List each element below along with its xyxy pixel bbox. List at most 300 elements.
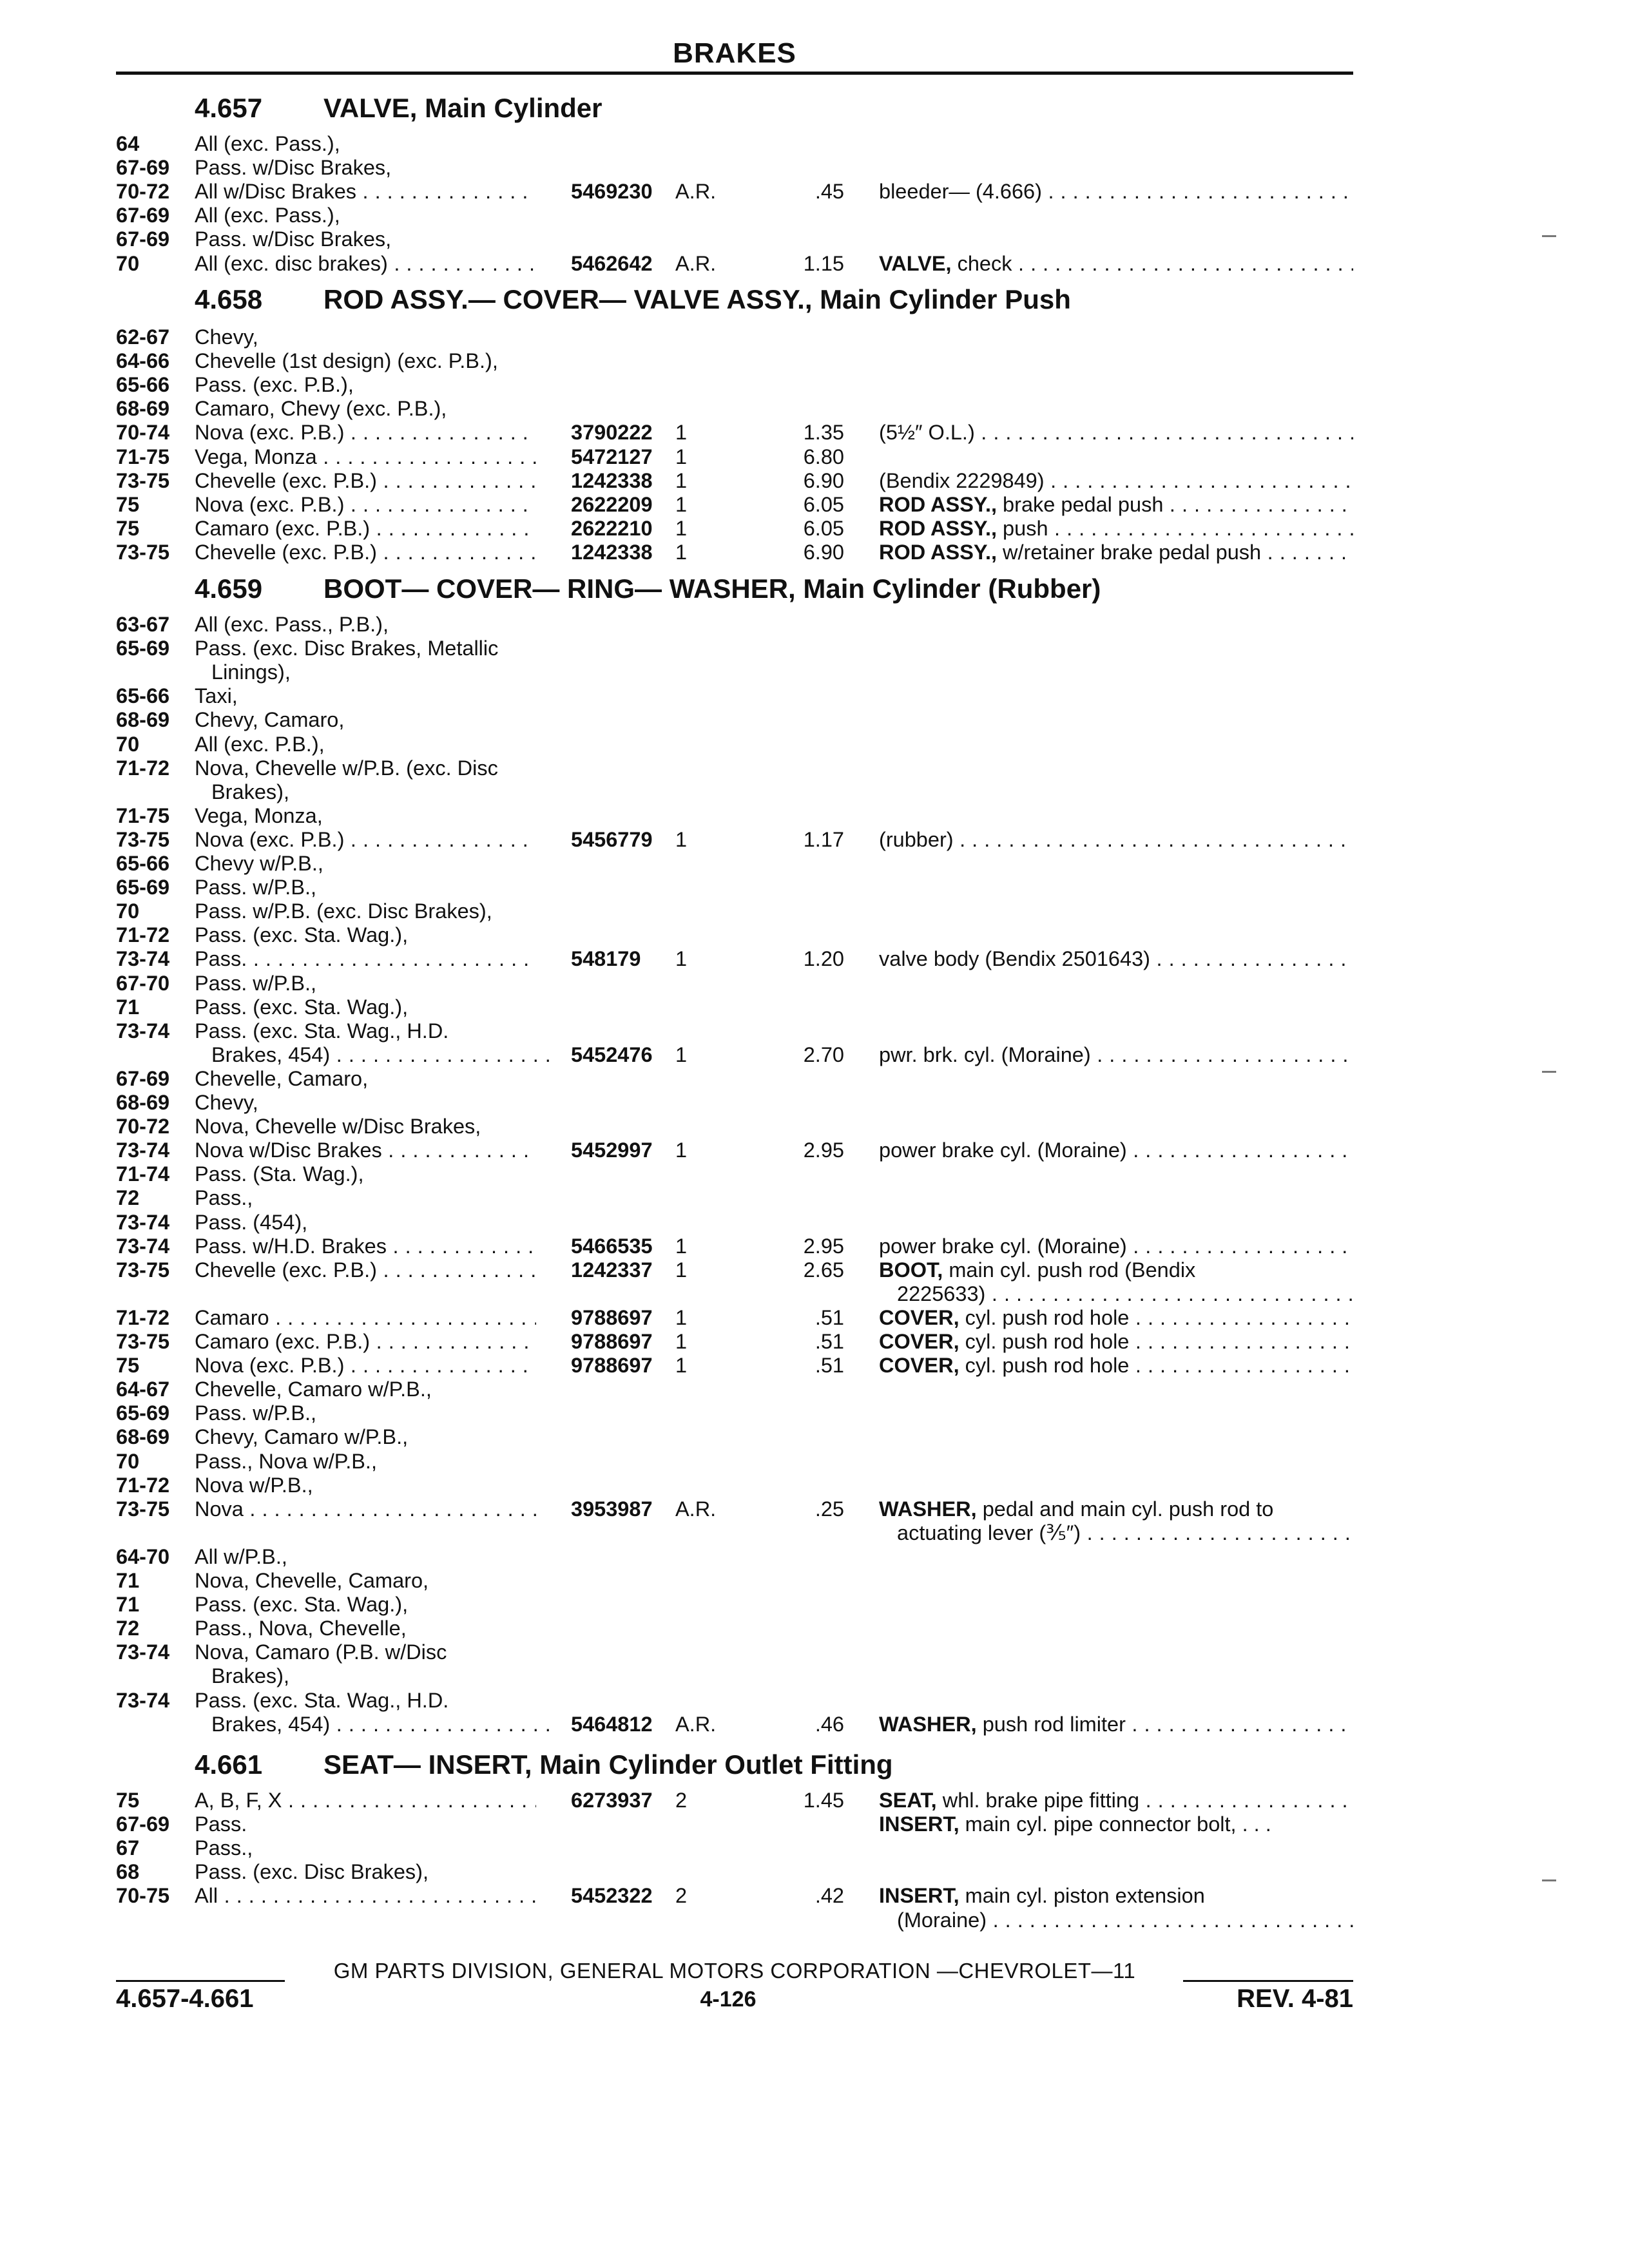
part-number: 1242338 bbox=[571, 541, 653, 564]
parts-row bbox=[0, 1860, 1353, 1884]
description-text: (Moraine) bbox=[897, 1908, 987, 1932]
parts-row bbox=[0, 349, 1353, 373]
application bbox=[195, 1789, 536, 1812]
description bbox=[879, 1497, 1353, 1521]
model-years: 70 bbox=[116, 733, 140, 756]
application bbox=[195, 852, 536, 876]
section-heading bbox=[195, 1749, 893, 1780]
application bbox=[211, 660, 553, 684]
parts-row bbox=[0, 637, 1353, 660]
quantity: 1 bbox=[675, 1043, 688, 1066]
parts-row bbox=[0, 613, 1353, 637]
application-text: Nova, Chevelle, Camaro, bbox=[195, 1569, 429, 1592]
model-years: 75 bbox=[116, 1354, 140, 1377]
application bbox=[195, 899, 536, 923]
footer-rule-right bbox=[1183, 1980, 1353, 1982]
description bbox=[879, 1235, 1353, 1258]
quantity: A.R. bbox=[675, 1497, 717, 1521]
part-number: 5466535 bbox=[571, 1235, 653, 1258]
model-years: 68-69 bbox=[116, 397, 170, 420]
part-number: 5452997 bbox=[571, 1139, 653, 1162]
description-keyword: COVER, bbox=[879, 1306, 959, 1329]
parts-row bbox=[0, 325, 1353, 349]
application bbox=[195, 1186, 536, 1210]
application bbox=[195, 972, 536, 995]
application-text: A, B, F, X bbox=[195, 1789, 282, 1812]
model-years: 73-75 bbox=[116, 1330, 170, 1353]
application-text: All bbox=[195, 1884, 218, 1907]
application bbox=[195, 804, 536, 828]
parts-row bbox=[0, 1497, 1353, 1521]
list-price: .46 bbox=[815, 1713, 844, 1736]
application bbox=[195, 1354, 536, 1378]
description bbox=[897, 1282, 1353, 1306]
list-price: .45 bbox=[815, 180, 844, 203]
list-price: 6.80 bbox=[803, 445, 844, 468]
part-number: 2622209 bbox=[571, 493, 653, 516]
description bbox=[879, 541, 1353, 564]
parts-row bbox=[0, 852, 1353, 876]
description-keyword: WASHER, bbox=[879, 1713, 977, 1736]
application-text: Chevelle, Camaro, bbox=[195, 1067, 369, 1090]
application-text: Pass. w/Disc Brakes, bbox=[195, 227, 392, 251]
application-text: Camaro (exc. P.B.) bbox=[195, 1330, 371, 1353]
list-price: 6.05 bbox=[803, 517, 844, 540]
application bbox=[195, 180, 536, 204]
application bbox=[195, 469, 536, 493]
model-years: 71 bbox=[116, 1569, 140, 1592]
parts-row bbox=[0, 1789, 1353, 1812]
description-keyword: WASHER, bbox=[879, 1497, 977, 1521]
description-text: 2225633) bbox=[897, 1282, 986, 1305]
description bbox=[879, 1258, 1353, 1282]
description-text: main cyl. pipe connector bolt, bbox=[965, 1812, 1237, 1836]
application-text: Chevelle (exc. P.B.) bbox=[195, 541, 377, 564]
application bbox=[195, 923, 536, 947]
application bbox=[211, 1713, 553, 1736]
parts-row bbox=[0, 204, 1353, 227]
model-years: 73-75 bbox=[116, 541, 170, 564]
quantity: A.R. bbox=[675, 1713, 717, 1736]
part-number: 5452322 bbox=[571, 1884, 653, 1907]
application bbox=[195, 1593, 536, 1617]
parts-row bbox=[0, 1067, 1353, 1091]
application-text: Pass., bbox=[195, 1836, 253, 1860]
list-price: 2.65 bbox=[803, 1258, 844, 1282]
model-years: 71 bbox=[116, 995, 140, 1019]
list-price: 6.90 bbox=[803, 541, 844, 564]
description-keyword: ROD ASSY., bbox=[879, 541, 998, 564]
part-number: 9788697 bbox=[571, 1306, 653, 1329]
parts-row bbox=[0, 1474, 1353, 1497]
description bbox=[879, 1713, 1353, 1736]
part-number: 548179 bbox=[571, 947, 641, 970]
model-years: 62-67 bbox=[116, 325, 170, 349]
description-keyword: BOOT, bbox=[879, 1258, 943, 1282]
model-years: 71-75 bbox=[116, 445, 170, 468]
model-years: 73-74 bbox=[116, 947, 170, 970]
quantity: 2 bbox=[675, 1789, 688, 1812]
application bbox=[195, 1497, 536, 1521]
application bbox=[195, 1617, 536, 1640]
quantity: 1 bbox=[675, 517, 688, 540]
application bbox=[195, 1569, 536, 1593]
section-title: ROD ASSY.— COVER— VALVE ASSY., Main Cylinder Push bbox=[323, 284, 1071, 314]
model-years: 70-72 bbox=[116, 180, 170, 203]
description bbox=[879, 469, 1353, 493]
application bbox=[195, 1836, 536, 1860]
footer-division: GM PARTS DIVISION, GENERAL MOTORS CORPORATION —CHEVROLET—11 bbox=[333, 1959, 1136, 1983]
quantity: 1 bbox=[675, 445, 688, 468]
list-price: .25 bbox=[815, 1497, 844, 1521]
application-text: Pass. (exc. Sta. Wag., H.D. bbox=[195, 1689, 449, 1712]
application-text: Vega, Monza, bbox=[195, 804, 323, 827]
description-text: cyl. push rod hole bbox=[965, 1330, 1130, 1353]
part-number: 1242338 bbox=[571, 469, 653, 492]
description bbox=[879, 1812, 1353, 1836]
model-years: 73-75 bbox=[116, 1497, 170, 1521]
application-text: Pass. (exc. Sta. Wag., H.D. bbox=[195, 1019, 449, 1043]
list-price: 1.17 bbox=[803, 828, 844, 851]
model-years: 65-69 bbox=[116, 876, 170, 899]
model-years: 75 bbox=[116, 1789, 140, 1812]
application bbox=[195, 1474, 536, 1497]
quantity: 1 bbox=[675, 1306, 688, 1329]
application-text: Pass., bbox=[195, 1186, 253, 1209]
description bbox=[879, 1884, 1353, 1908]
description-text: power brake cyl. (Moraine) bbox=[879, 1235, 1127, 1258]
list-price: .51 bbox=[815, 1354, 844, 1377]
model-years: 73-75 bbox=[116, 469, 170, 492]
list-price: 6.05 bbox=[803, 493, 844, 516]
application bbox=[195, 132, 536, 156]
parts-row bbox=[0, 1019, 1353, 1043]
model-years: 73-74 bbox=[116, 1235, 170, 1258]
section-title: VALVE, Main Cylinder bbox=[323, 93, 602, 123]
application-text: All w/Disc Brakes bbox=[195, 180, 357, 203]
model-years: 67 bbox=[116, 1836, 140, 1860]
parts-row bbox=[0, 923, 1353, 947]
model-years: 67-69 bbox=[116, 1067, 170, 1090]
parts-row bbox=[0, 780, 1353, 804]
parts-row bbox=[0, 1836, 1353, 1860]
application bbox=[195, 1091, 536, 1115]
part-number: 5464812 bbox=[571, 1713, 653, 1736]
application-text: Pass., Nova w/P.B., bbox=[195, 1450, 377, 1473]
model-years: 68-69 bbox=[116, 1425, 170, 1448]
model-years: 71-72 bbox=[116, 1306, 170, 1329]
parts-row bbox=[0, 397, 1353, 421]
application bbox=[195, 541, 536, 564]
description-text: pedal and main cyl. push rod to bbox=[982, 1497, 1274, 1521]
application bbox=[195, 1689, 536, 1713]
application-text: Pass. (454), bbox=[195, 1211, 308, 1234]
parts-row bbox=[0, 899, 1353, 923]
parts-row bbox=[0, 660, 1353, 684]
model-years: 63-67 bbox=[116, 613, 170, 636]
parts-row bbox=[0, 1043, 1353, 1067]
application-text: Vega, Monza bbox=[195, 445, 317, 468]
application-text: All (exc. Pass., P.B.), bbox=[195, 613, 389, 636]
application-text: Nova (exc. P.B.) bbox=[195, 421, 345, 444]
page-title: BRAKES bbox=[673, 37, 796, 69]
parts-row bbox=[0, 1593, 1353, 1617]
model-years: 73-75 bbox=[116, 828, 170, 851]
model-years: 65-66 bbox=[116, 684, 170, 707]
application bbox=[195, 1812, 536, 1836]
application bbox=[195, 684, 536, 708]
parts-row bbox=[0, 445, 1353, 469]
model-years: 70 bbox=[116, 1450, 140, 1473]
application-text: Taxi, bbox=[195, 684, 238, 707]
application bbox=[195, 1860, 536, 1884]
application-text: Chevelle (1st design) (exc. P.B.), bbox=[195, 349, 498, 372]
description-keyword: COVER, bbox=[879, 1330, 959, 1353]
application-text: Nova, Camaro (P.B. w/Disc bbox=[195, 1640, 447, 1664]
part-number: 2622210 bbox=[571, 517, 653, 540]
application-text: All (exc. disc brakes) bbox=[195, 252, 388, 275]
list-price: 6.90 bbox=[803, 469, 844, 492]
model-years: 64 bbox=[116, 132, 140, 155]
description-text: push rod limiter bbox=[982, 1713, 1126, 1736]
application bbox=[195, 252, 536, 276]
parts-row bbox=[0, 1139, 1353, 1162]
application bbox=[195, 445, 536, 469]
model-years: 65-69 bbox=[116, 1401, 170, 1425]
application bbox=[195, 349, 536, 373]
quantity: 1 bbox=[675, 1330, 688, 1353]
list-price: .51 bbox=[815, 1330, 844, 1353]
quantity: 1 bbox=[675, 493, 688, 516]
application bbox=[195, 828, 536, 852]
parts-row bbox=[0, 1091, 1353, 1115]
model-years: 73-74 bbox=[116, 1689, 170, 1712]
description-text: brake pedal push bbox=[1003, 493, 1164, 516]
description bbox=[879, 180, 1353, 204]
parts-row bbox=[0, 972, 1353, 995]
application-text: Nova, Chevelle w/Disc Brakes, bbox=[195, 1115, 481, 1138]
margin-mark bbox=[1542, 1879, 1556, 1881]
application bbox=[195, 227, 536, 251]
parts-row bbox=[0, 1569, 1353, 1593]
section-heading bbox=[195, 284, 1071, 315]
application bbox=[195, 1258, 536, 1282]
parts-row bbox=[0, 1521, 1353, 1545]
application bbox=[195, 947, 536, 971]
parts-row bbox=[0, 132, 1353, 156]
description-tail: . . . bbox=[1242, 1812, 1271, 1836]
parts-row bbox=[0, 828, 1353, 852]
application bbox=[195, 1425, 536, 1449]
part-number: 5472127 bbox=[571, 445, 653, 468]
parts-row bbox=[0, 1884, 1353, 1908]
parts-row bbox=[0, 1812, 1353, 1836]
parts-row bbox=[0, 1617, 1353, 1640]
list-price: 2.70 bbox=[803, 1043, 844, 1066]
application bbox=[195, 397, 536, 421]
model-years: 72 bbox=[116, 1617, 140, 1640]
application-text: Pass. w/Disc Brakes, bbox=[195, 156, 392, 179]
application-text: Nova (exc. P.B.) bbox=[195, 1354, 345, 1377]
application bbox=[195, 708, 536, 732]
parts-row bbox=[0, 1545, 1353, 1569]
description-text: valve body (Bendix 2501643) bbox=[879, 947, 1150, 970]
section-number: 4.661 bbox=[195, 1749, 263, 1780]
model-years: 67-69 bbox=[116, 156, 170, 179]
application-text: All (exc. Pass.), bbox=[195, 132, 340, 155]
parts-row bbox=[0, 541, 1353, 564]
application bbox=[195, 1115, 536, 1139]
application-text: Brakes), bbox=[211, 1664, 290, 1687]
application-text: Nova, Chevelle w/P.B. (exc. Disc bbox=[195, 756, 498, 780]
application bbox=[195, 1884, 536, 1908]
application bbox=[195, 1235, 536, 1258]
description-text: push bbox=[1003, 517, 1048, 540]
description bbox=[879, 1789, 1353, 1812]
model-years: 70 bbox=[116, 899, 140, 923]
description bbox=[879, 252, 1353, 276]
application-text: Pass. (exc. P.B.), bbox=[195, 373, 354, 396]
application bbox=[195, 325, 536, 349]
model-years: 71-74 bbox=[116, 1162, 170, 1186]
parts-row bbox=[0, 1282, 1353, 1306]
description-text: (rubber) bbox=[879, 828, 954, 851]
model-years: 64-70 bbox=[116, 1545, 170, 1568]
parts-row bbox=[0, 1664, 1353, 1688]
parts-row bbox=[0, 1162, 1353, 1186]
quantity: 1 bbox=[675, 828, 688, 851]
parts-row bbox=[0, 227, 1353, 251]
application-text: All w/P.B., bbox=[195, 1545, 287, 1568]
model-years: 70 bbox=[116, 252, 140, 275]
model-years: 68-69 bbox=[116, 1091, 170, 1114]
description bbox=[879, 517, 1353, 541]
application bbox=[195, 421, 536, 445]
section-title: BOOT— COVER— RING— WASHER, Main Cylinder (Rubber) bbox=[323, 573, 1101, 604]
application bbox=[195, 1019, 536, 1043]
description-keyword: COVER, bbox=[879, 1354, 959, 1377]
parts-row bbox=[0, 421, 1353, 445]
application bbox=[195, 1067, 536, 1091]
parts-row bbox=[0, 469, 1353, 493]
model-years: 73-74 bbox=[116, 1640, 170, 1664]
quantity: 2 bbox=[675, 1884, 688, 1907]
model-years: 72 bbox=[116, 1186, 140, 1209]
application-text: Pass. w/P.B. (exc. Disc Brakes), bbox=[195, 899, 492, 923]
application-text: Brakes), bbox=[211, 780, 290, 803]
parts-row bbox=[0, 1330, 1353, 1354]
application-text: Pass. (exc. Sta. Wag.), bbox=[195, 995, 409, 1019]
parts-row bbox=[0, 1354, 1353, 1378]
model-years: 67-69 bbox=[116, 204, 170, 227]
parts-row bbox=[0, 1186, 1353, 1210]
parts-row bbox=[0, 756, 1353, 780]
parts-row bbox=[0, 708, 1353, 732]
part-number: 3790222 bbox=[571, 421, 653, 444]
application bbox=[195, 637, 536, 660]
description-text: cyl. push rod hole bbox=[965, 1354, 1130, 1377]
application-text: Chevelle, Camaro w/P.B., bbox=[195, 1378, 432, 1401]
application bbox=[195, 1545, 536, 1569]
parts-row bbox=[0, 1425, 1353, 1449]
parts-row bbox=[0, 1908, 1353, 1932]
application bbox=[195, 156, 536, 180]
model-years: 68 bbox=[116, 1860, 140, 1883]
part-number: 5469230 bbox=[571, 180, 653, 203]
model-years: 71-72 bbox=[116, 1474, 170, 1497]
parts-row bbox=[0, 733, 1353, 756]
section-heading bbox=[195, 573, 1101, 604]
application-text: Pass. w/P.B., bbox=[195, 972, 317, 995]
model-years: 70-74 bbox=[116, 421, 170, 444]
list-price: 1.45 bbox=[803, 1789, 844, 1812]
model-years: 65-66 bbox=[116, 373, 170, 396]
header-rule bbox=[116, 72, 1353, 75]
description bbox=[879, 1306, 1353, 1330]
application bbox=[195, 493, 536, 517]
application-text: Nova bbox=[195, 1497, 244, 1521]
model-years: 64-66 bbox=[116, 349, 170, 372]
application bbox=[195, 1306, 536, 1330]
description-text: main cyl. push rod (Bendix bbox=[949, 1258, 1196, 1282]
description bbox=[879, 1354, 1353, 1378]
model-years: 70-75 bbox=[116, 1884, 170, 1907]
application bbox=[195, 1401, 536, 1425]
list-price: 1.15 bbox=[803, 252, 844, 275]
parts-row bbox=[0, 684, 1353, 708]
description-text: cyl. push rod hole bbox=[965, 1306, 1130, 1329]
model-years: 73-74 bbox=[116, 1211, 170, 1234]
parts-row bbox=[0, 1713, 1353, 1736]
application bbox=[195, 1139, 536, 1162]
parts-row bbox=[0, 1211, 1353, 1235]
list-price: 2.95 bbox=[803, 1235, 844, 1258]
application-text: Pass. w/P.B., bbox=[195, 1401, 317, 1425]
list-price: .42 bbox=[815, 1884, 844, 1907]
application-text: Chevy, bbox=[195, 325, 258, 349]
application bbox=[195, 995, 536, 1019]
application-text: Pass. w/P.B., bbox=[195, 876, 317, 899]
description-text: power brake cyl. (Moraine) bbox=[879, 1139, 1127, 1162]
parts-row bbox=[0, 180, 1353, 204]
application-text: Pass., Nova, Chevelle, bbox=[195, 1617, 407, 1640]
application-text: Chevelle (exc. P.B.) bbox=[195, 1258, 377, 1282]
part-number: 5456779 bbox=[571, 828, 653, 851]
list-price: 1.35 bbox=[803, 421, 844, 444]
parts-row bbox=[0, 1235, 1353, 1258]
model-years: 71 bbox=[116, 1593, 140, 1616]
application-text: All (exc. P.B.), bbox=[195, 733, 325, 756]
section-heading bbox=[195, 93, 602, 124]
list-price: .51 bbox=[815, 1306, 844, 1329]
model-years: 67-70 bbox=[116, 972, 170, 995]
part-number: 6273937 bbox=[571, 1789, 653, 1812]
application-text: Pass. w/H.D. Brakes bbox=[195, 1235, 387, 1258]
parts-row bbox=[0, 1306, 1353, 1330]
part-number: 1242337 bbox=[571, 1258, 653, 1282]
application-text: Nova w/Disc Brakes bbox=[195, 1139, 382, 1162]
model-years: 67-69 bbox=[116, 227, 170, 251]
description bbox=[879, 493, 1353, 517]
application bbox=[195, 1330, 536, 1354]
quantity: 1 bbox=[675, 421, 688, 444]
application bbox=[211, 780, 553, 804]
parts-row bbox=[0, 876, 1353, 899]
model-years: 68-69 bbox=[116, 708, 170, 731]
description-keyword: INSERT, bbox=[879, 1812, 959, 1836]
application-text: Linings), bbox=[211, 660, 291, 684]
footer-page-number: 4-126 bbox=[700, 1987, 757, 2012]
